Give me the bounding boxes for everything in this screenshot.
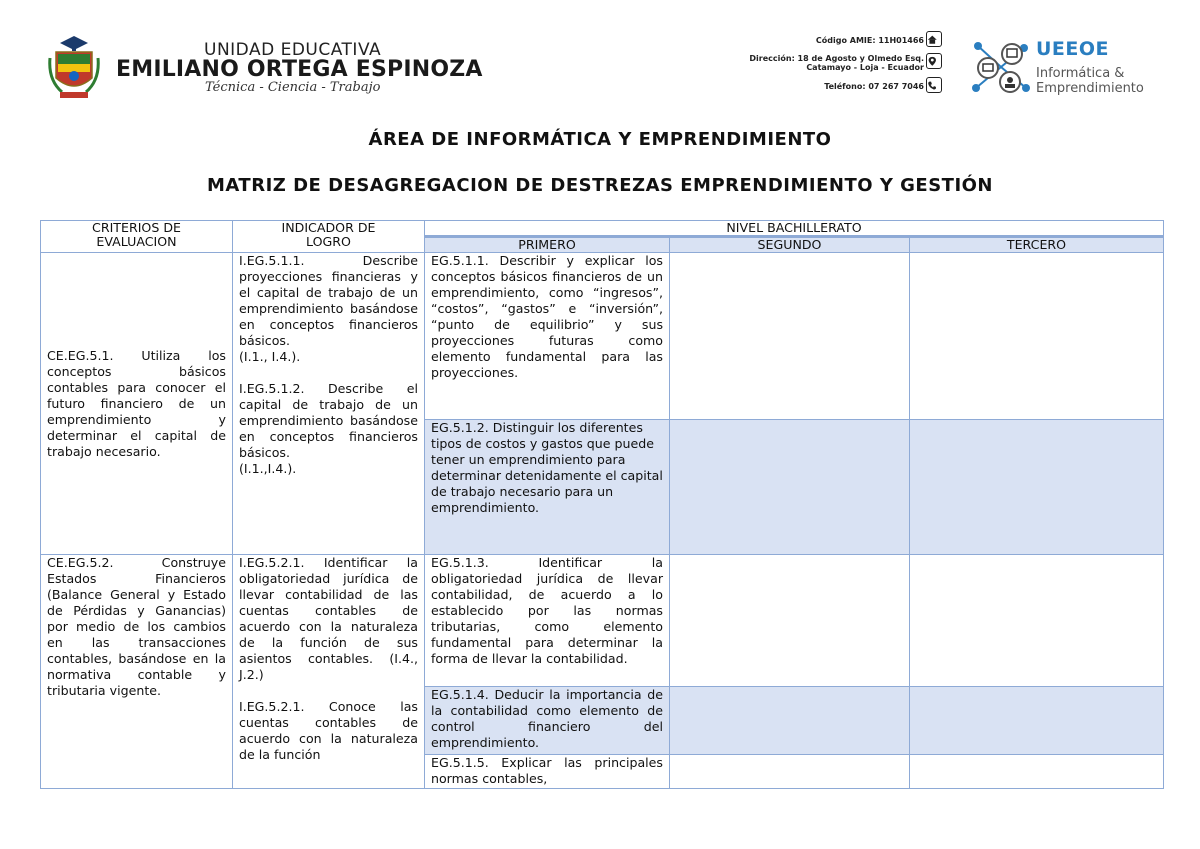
matrix-title: MATRIZ DE DESAGREGACION DE DESTREZAS EMPRENDIMIENTO Y GESTIÓN (206, 175, 994, 196)
tercero-cell (910, 687, 1164, 755)
table-row (41, 253, 1164, 420)
segundo-cell (670, 420, 910, 555)
tercero-cell (910, 755, 1164, 789)
amie-code: Código AMIE: 11H01466 (815, 36, 924, 45)
ueeoe-department-logo (968, 36, 1034, 98)
indicador-text: I.EG.5.2.1. Conoce las cuentas contables de acuerdo con la naturaleza de la función (239, 699, 418, 762)
destreza-cell: EG.5.1.4. Deducir la importancia de la contabilidad como elemento de control financiero del emprendimiento. (425, 687, 670, 755)
destreza-cell: EG.5.1.1. Describir y explicar los conceptos básicos financieros de un emprendimiento, como “ingresos”, “costos”, “gastos” e “inversión”, “punto de equilibrio” y sus proyecciones futuras como elemento fundamental para las proyecciones. (425, 253, 670, 420)
destreza-cell: EG.5.1.3. Identificar la obligatoriedad jurídica de llevar contabilidad, de acuerdo a lo establecido por las normas tributarias, como elemento fundamental para determinar la forma de llevar la contabilidad. (425, 555, 670, 687)
segundo-cell (670, 253, 910, 420)
department-logo-title: UEEOE (1036, 38, 1110, 60)
indicador-cell (233, 555, 425, 789)
indicador-text: I.EG.5.1.2. Describe el capital de trabajo de un emprendimiento basándose en conceptos financieros básicos. (239, 381, 418, 460)
department-logo-subtitle-line-1: Informática & (1036, 66, 1125, 81)
indicador-ref: (I.1., I.4.). (239, 349, 301, 364)
tercero-cell (910, 420, 1164, 555)
criterio-cell: CE.EG.5.1. Utiliza los conceptos básicos contables para conocer el futuro financiero de un emprendimiento y determinar el capital de trabajo necesario. (41, 253, 233, 555)
area-title: ÁREA DE INFORMÁTICA Y EMPRENDIMIENTO (368, 129, 832, 150)
indicador-text: I.EG.5.1.1. Describe proyecciones financieras y el capital de trabajo de un emprendimiento basándose en conceptos financieros básicos. (239, 253, 418, 348)
table-row (41, 555, 1164, 687)
indicador-text: I.EG.5.2.1. Identificar la obligatoriedad jurídica de llevar contabilidad de las cuentas contables de acuerdo con la naturaleza de la función de sus asientos contables. (I.4., J.2.) (239, 555, 418, 682)
phone-icon (926, 77, 942, 93)
destreza-cell: EG.5.1.2. Distinguir los diferentes tipos de costos y gastos que puede tener un emprendimiento para determinar detenidamente el capital de trabajo necesario para un emprendimiento. (425, 420, 670, 555)
department-logo-subtitle (1036, 66, 1144, 96)
segundo-cell (670, 555, 910, 687)
tercero-cell (910, 555, 1164, 687)
school-name: EMILIANO ORTEGA ESPINOZA (116, 57, 483, 82)
criterio-cell: CE.EG.5.2. Construye Estados Financieros (Balance General y Estado de Pérdidas y Ganancias) por medio de los cambios en las transacciones contables, basándose en la normativa contable y tributaria vigente. (41, 555, 233, 789)
department-logo-subtitle-line-2: Emprendimiento (1036, 81, 1144, 96)
destreza-cell: EG.5.1.5. Explicar las principales normas contables, (425, 755, 670, 789)
header-segundo: SEGUNDO (670, 237, 910, 253)
school-crest-logo (48, 34, 100, 100)
indicador-ref: (I.1.,I.4.). (239, 461, 297, 476)
indicador-cell (233, 253, 425, 555)
header-tercero: TERCERO (910, 237, 1164, 253)
header-primero: PRIMERO (425, 237, 670, 253)
header-nivel-bachillerato: NIVEL BACHILLERATO (425, 221, 1164, 237)
location-pin-icon (926, 53, 942, 69)
phone-number: Teléfono: 07 267 7046 (824, 82, 924, 91)
segundo-cell (670, 687, 910, 755)
skills-matrix-table (40, 220, 1164, 789)
school-subtitle: UNIDAD EDUCATIVA (204, 40, 382, 60)
segundo-cell (670, 755, 910, 789)
tercero-cell (910, 253, 1164, 420)
header-indicador: INDICADOR DE LOGRO (233, 221, 425, 253)
school-building-icon (926, 31, 942, 47)
header-criterios: CRITERIOS DE EVALUACION (41, 221, 233, 253)
school-motto: Técnica - Ciencia - Trabajo (205, 80, 381, 95)
address-line-2: Catamayo - Loja - Ecuador (806, 63, 924, 72)
address-line-1: Dirección: 18 de Agosto y Olmedo Esq. (749, 54, 924, 63)
